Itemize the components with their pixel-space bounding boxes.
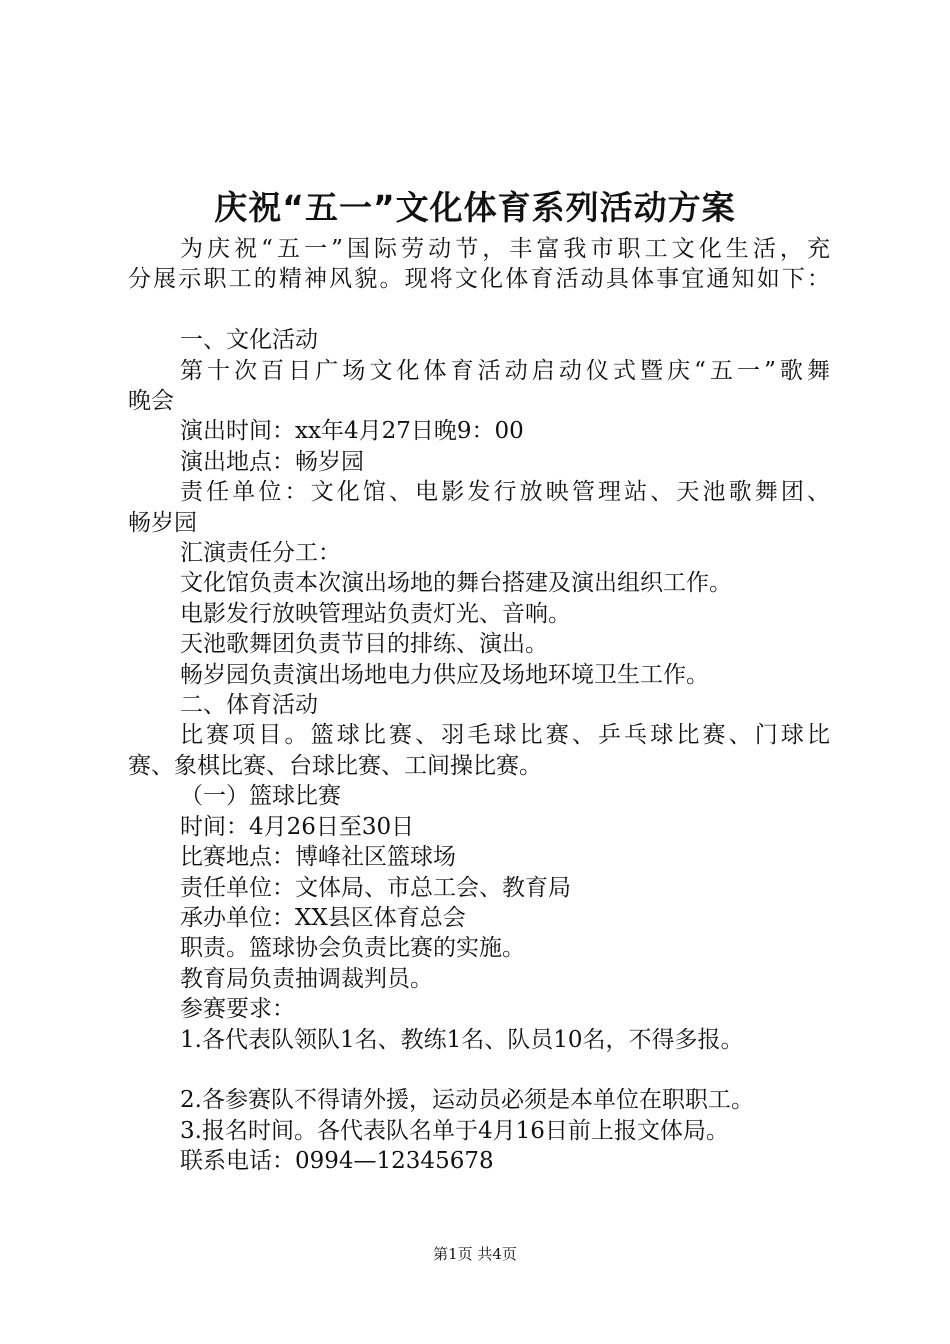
body-line: 文化馆负责本次演出场地的舞台搭建及演出组织工作。 [180, 570, 732, 597]
body-line: 演出地点：畅岁园 [180, 448, 364, 475]
document-body [128, 234, 830, 1177]
body-line: 1.各代表队领队1名、教练1名、队员10名，不得多报。 [180, 1026, 744, 1053]
body-line: 汇演责任分工： [180, 540, 341, 567]
body-line: 比赛地点：博峰社区篮球场 [180, 844, 456, 871]
blank-line [128, 295, 830, 325]
body-line: 晚会 [128, 388, 174, 415]
body-line: 承办单位：XX县区体育总会 [180, 904, 466, 931]
body-line: 为庆祝“五一”国际劳动节，丰富我市职工文化生活，充 [180, 236, 830, 262]
body-line: 电影发行放映管理站负责灯光、音响。 [180, 600, 571, 627]
body-line: 参赛要求： [180, 996, 295, 1023]
body-line: 教育局负责抽调裁判员。 [180, 965, 433, 992]
body-line: 责任单位：文化馆、电影发行放映管理站、天池歌舞团、 [180, 479, 830, 506]
page-number: 第1页 共4页 [433, 1245, 517, 1263]
body-line: 畅岁园负责演出场地电力供应及场地环境卫生工作。 [180, 661, 709, 688]
body-line: 3.报名时间。各代表队名单于4月16日前上报文体局。 [180, 1117, 729, 1144]
body-line: 2.各参赛队不得请外援，运动员必须是本单位在职职工。 [180, 1087, 754, 1114]
blank-line [128, 1055, 830, 1085]
subsection-heading: （一）篮球比赛 [180, 783, 341, 810]
body-line: 时间：4月26日至30日 [180, 813, 415, 840]
section-heading: 一、文化活动 [180, 327, 318, 354]
body-line: 天池歌舞团负责节目的排练、演出。 [180, 631, 548, 658]
page-title: 庆祝“五一”文化体育系列活动方案 [214, 188, 736, 227]
body-line: 演出时间：xx年4月27日晚9：00 [180, 418, 524, 445]
body-line: 比赛项目。篮球比赛、羽毛球比赛、乒乓球比赛、门球比 [180, 722, 830, 749]
body-line: 分展示职工的精神风貌。现将文化体育活动具体事宜通知如下： [128, 266, 830, 293]
body-line: 畅岁园 [128, 509, 197, 536]
body-line: 职责。篮球协会负责比赛的实施。 [180, 935, 525, 962]
section-heading: 二、体育活动 [180, 692, 318, 719]
body-line: 第十次百日广场文化体育活动启动仪式暨庆“五一”歌舞 [180, 357, 830, 384]
body-line: 联系电话：0994—12345678 [180, 1148, 494, 1175]
body-line: 赛、象棋比赛、台球比赛、工间操比赛。 [128, 752, 542, 779]
body-line: 责任单位：文体局、市总工会、教育局 [180, 874, 571, 901]
